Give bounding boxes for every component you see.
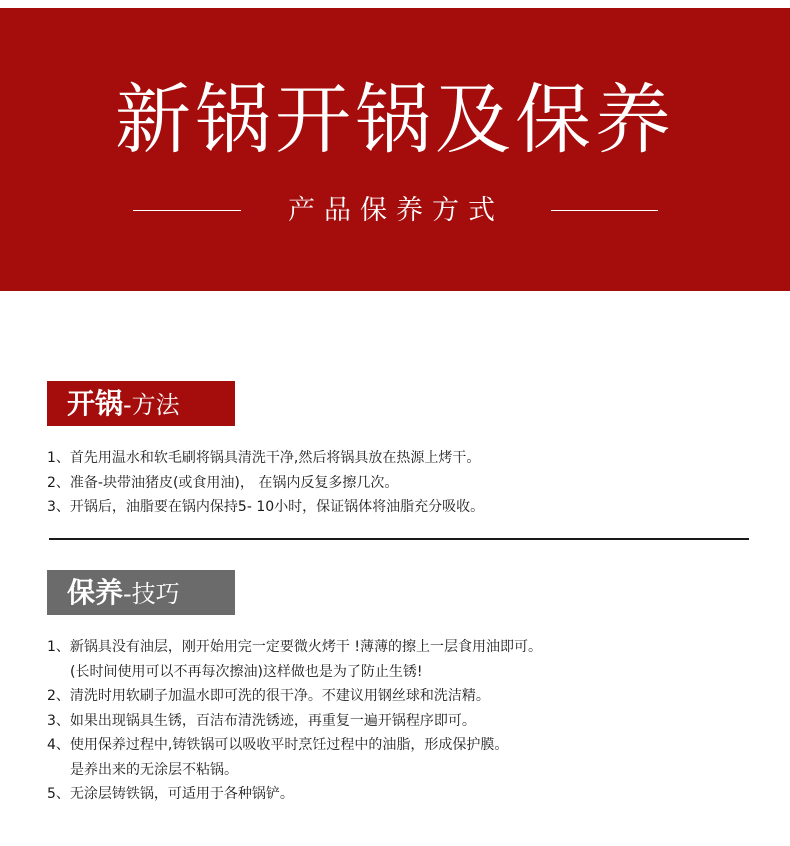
list-item: 3、开锅后，油脂要在锅内保持5- 10小时，保证锅体将油脂充分吸收。	[47, 499, 485, 515]
section-label-main: 开锅	[67, 387, 124, 420]
section-label-maintenance-tips	[47, 570, 235, 615]
section-label-sub: -技巧	[123, 580, 180, 608]
section-label-sub: -方法	[123, 391, 180, 419]
section-label-opening-method	[47, 381, 235, 426]
subtitle-row	[0, 188, 790, 234]
opening-steps-list	[47, 446, 767, 520]
page-subtitle: 产品保养方式	[288, 195, 504, 226]
list-item: 3、如果出现锅具生锈，百洁布清洗锈迹，再重复一遍开锅程序即可。	[47, 712, 476, 729]
section-label-main: 保养	[67, 576, 124, 609]
list-item-continuation: (长时间使用可以不再每次擦油)这样做也是为了防止生锈!	[70, 663, 423, 680]
header-banner	[0, 8, 790, 291]
list-item: 1、新锅具没有油层，刚开始用完一定要微火烤干 !薄薄的擦上一层食用油即可。	[47, 639, 542, 655]
list-item: 1、首先用温水和软毛刷将锅具清洗干净,然后将锅具放在热源上烤干。	[47, 450, 481, 466]
list-item: 5、无涂层铸铁锅，可适用于各种锅铲。	[47, 786, 294, 802]
list-item: 4、使用保养过程中,铸铁锅可以吸收平时烹饪过程中的油脂，形成保护膜。	[47, 737, 509, 753]
page-title: 新锅开锅及保养	[115, 75, 675, 164]
subtitle-left-rule	[133, 210, 241, 211]
section-divider	[49, 538, 749, 540]
maintenance-tips-list	[47, 635, 767, 807]
subtitle-right-rule	[551, 210, 658, 211]
list-item: 2、清洗时用软刷子加温水即可洗的很干净。不建议用钢丝球和洗洁精。	[47, 688, 490, 704]
list-item-continuation: 是养出来的无涂层不粘锅。	[70, 761, 238, 778]
list-item: 2、准备-块带油猪皮(或食用油)， 在锅内反复多擦几次。	[47, 474, 399, 491]
